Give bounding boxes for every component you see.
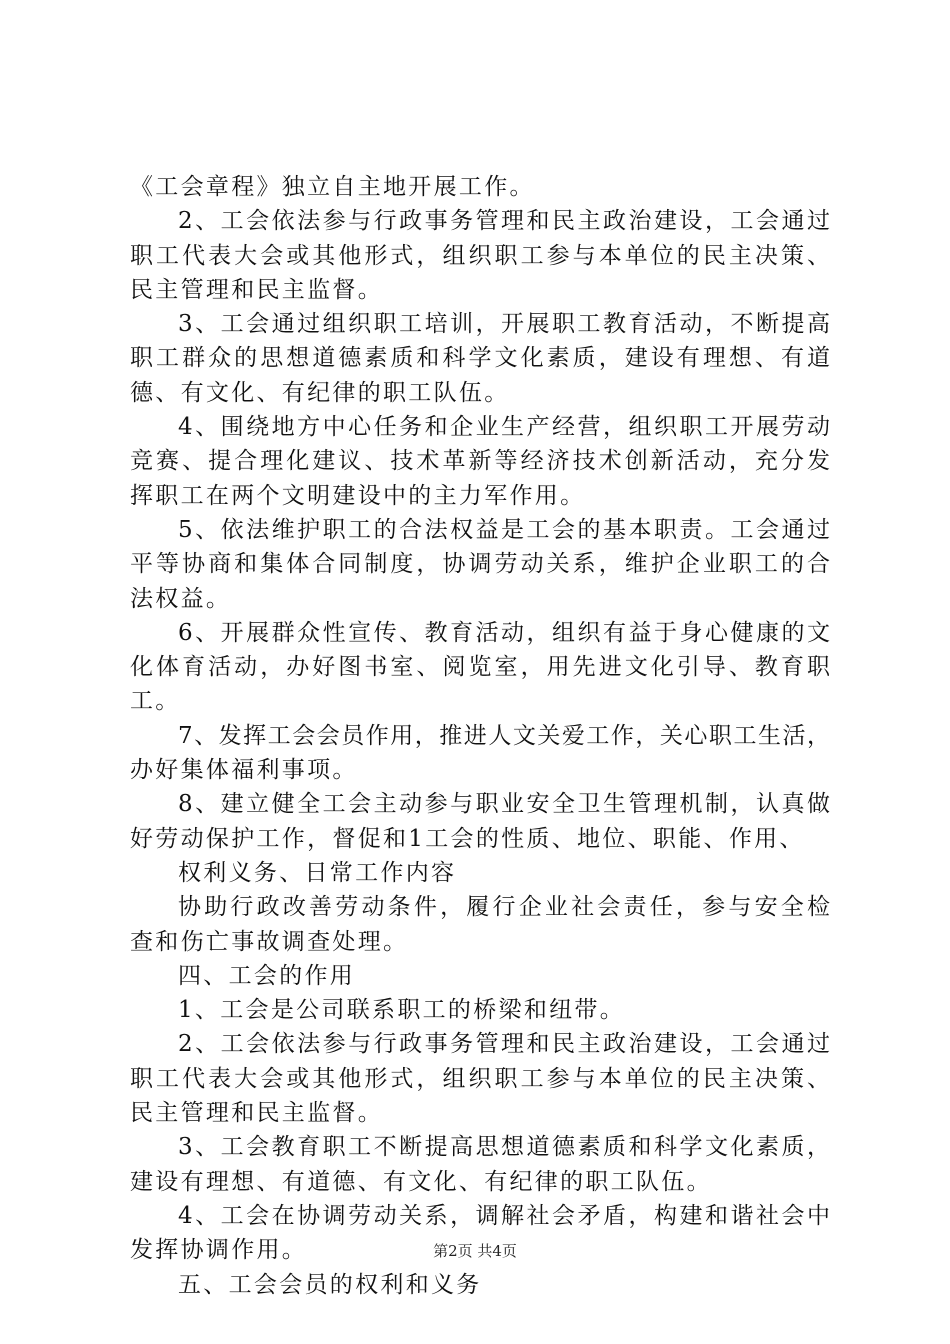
text-line: 民主管理和民主监督。 <box>130 276 383 303</box>
text-line: 5、依法维护职工的合法权益是工会的基本职责。工会通过 <box>178 516 830 543</box>
text-line: 好劳动保护工作，督促和1工会的性质、地位、职能、作用、 <box>130 825 805 852</box>
text-line: 职工代表大会或其他形式，组织职工参与本单位的民主决策、 <box>130 242 830 269</box>
page-footer: 第2页 共4页 <box>433 1242 517 1260</box>
text-line: 民主管理和民主监督。 <box>130 1100 383 1127</box>
text-line: 五、工会会员的权利和义务 <box>178 1271 482 1298</box>
text-line: 竞赛、提合理化建议、技术革新等经济技术创新活动，充分发 <box>130 448 830 475</box>
text-line: 四、工会的作用 <box>178 962 356 989</box>
text-line: 4、围绕地方中心任务和企业生产经营，组织职工开展劳动 <box>178 414 830 441</box>
text-line: 2、工会依法参与行政事务管理和民主政治建设，工会通过 <box>178 1031 830 1058</box>
text-line: 法权益。 <box>130 585 232 612</box>
text-line: 3、工会教育职工不断提高思想道德素质和科学文化素质， <box>178 1134 830 1161</box>
text-line: 德、有文化、有纪律的职工队伍。 <box>130 379 510 406</box>
text-line: 2、工会依法参与行政事务管理和民主政治建设，工会通过 <box>178 208 830 235</box>
text-line: 挥职工在两个文明建设中的主力军作用。 <box>130 482 586 509</box>
text-line: 职工群众的思想道德素质和科学文化素质，建设有理想、有道 <box>130 345 830 372</box>
text-line: 8、建立健全工会主动参与职业安全卫生管理机制，认真做 <box>178 791 830 818</box>
text-line: 4、工会在协调劳动关系，调解社会矛盾，构建和谐社会中 <box>178 1202 830 1229</box>
text-line: 3、工会通过组织职工培训，开展职工教育活动，不断提高 <box>178 311 830 338</box>
text-line: 建设有理想、有道德、有文化、有纪律的职工队伍。 <box>130 1168 712 1195</box>
text-line: 化体育活动，办好图书室、阅览室，用先进文化引导、教育职 <box>130 654 830 681</box>
text-line: 《工会章程》独立自主地开展工作。 <box>130 174 535 200</box>
text-line: 1、工会是公司联系职工的桥梁和纽带。 <box>178 997 626 1024</box>
text-line: 发挥协调作用。 <box>130 1237 308 1264</box>
text-line: 6、开展群众性宣传、教育活动，组织有益于身心健康的文 <box>178 619 830 646</box>
text-line: 办好集体福利事项。 <box>130 757 358 784</box>
document-body <box>130 170 830 1302</box>
text-line: 平等协商和集体合同制度，协调劳动关系，维护企业职工的合 <box>130 551 830 578</box>
text-line: 7、发挥工会会员作用，推进人文关爱工作，关心职工生活， <box>178 722 830 749</box>
text-line: 工。 <box>130 688 181 715</box>
text-line: 查和伤亡事故调查处理。 <box>130 928 409 955</box>
text-line: 职工代表大会或其他形式，组织职工参与本单位的民主决策、 <box>130 1065 830 1092</box>
text-line: 权利义务、日常工作内容 <box>178 859 457 886</box>
text-line: 协助行政改善劳动条件，履行企业社会责任，参与安全检 <box>178 894 830 921</box>
